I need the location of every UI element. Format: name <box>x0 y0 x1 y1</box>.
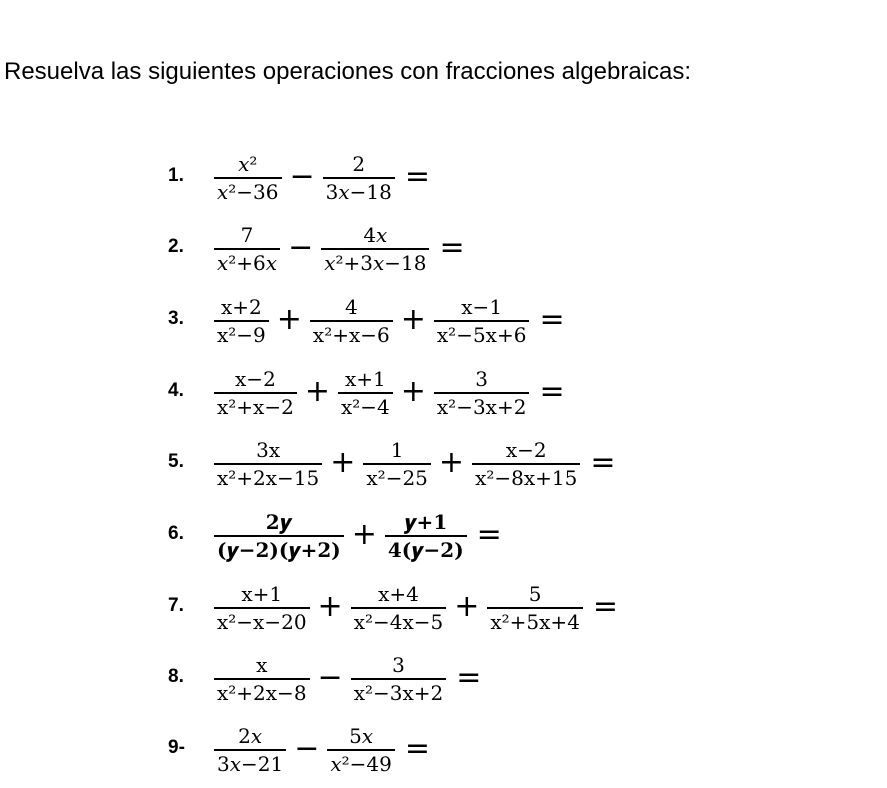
fraction <box>472 437 580 491</box>
plus-sign: + <box>317 589 343 624</box>
plus-sign: + <box>276 302 302 337</box>
minus-sign: − <box>317 660 343 695</box>
fraction <box>214 437 322 491</box>
plus-sign: + <box>438 445 465 480</box>
numerator: x+1 <box>344 367 386 391</box>
equals-sign: = <box>539 302 565 337</box>
problem-number: 6. <box>168 523 184 544</box>
numerator: 5 <box>528 582 542 606</box>
numerator: x+1 <box>241 582 283 606</box>
fraction <box>351 581 447 635</box>
problem-4 <box>0 358 887 428</box>
denominator: x²−3x+2 <box>436 395 527 419</box>
numerator: 2𝒚 <box>265 510 292 534</box>
denominator: x²−x−20 <box>217 610 307 634</box>
plus-sign: + <box>400 374 426 409</box>
fraction <box>214 581 310 635</box>
numerator: x <box>256 653 268 677</box>
numerator: x−2 <box>235 367 276 391</box>
denominator: x²−3x+2 <box>353 681 444 705</box>
expression <box>212 143 430 213</box>
plus-sign: + <box>304 374 330 409</box>
expression <box>212 358 565 428</box>
problem-number: 1. <box>168 165 184 186</box>
equals-sign: = <box>456 660 482 695</box>
equals-sign: = <box>590 445 616 480</box>
expression <box>212 573 618 643</box>
problem-number: 3. <box>168 308 184 329</box>
fraction <box>363 437 431 491</box>
equals-sign: = <box>539 374 565 409</box>
fraction <box>214 509 344 563</box>
denominator: (𝒚−2)(𝒚+2) <box>217 538 341 562</box>
expression <box>212 715 430 785</box>
equals-sign: = <box>592 589 619 624</box>
problem-1 <box>0 143 887 213</box>
numerator: 5𝑥 <box>349 724 374 748</box>
denominator: x²−4x−5 <box>353 610 444 634</box>
denominator: x²+x−6 <box>312 323 390 347</box>
fraction <box>338 366 393 420</box>
numerator: x+2 <box>221 295 262 319</box>
problem-number: 2. <box>168 236 184 257</box>
fraction <box>214 652 310 706</box>
numerator: 𝒚+1 <box>404 510 448 534</box>
plus-sign: + <box>454 589 480 624</box>
problem-number: 9- <box>168 737 185 758</box>
expression <box>212 286 565 356</box>
problem-5 <box>0 429 887 499</box>
expression <box>212 429 615 499</box>
equals-sign: = <box>476 517 502 552</box>
denominator: 𝑥²+6𝑥 <box>217 251 278 275</box>
problem-number: 8. <box>168 666 184 687</box>
equals-sign: = <box>439 230 465 265</box>
fraction <box>214 294 269 348</box>
fraction <box>214 723 286 777</box>
denominator: x²+2x−8 <box>217 681 307 705</box>
fraction <box>385 509 467 563</box>
minus-sign: − <box>289 159 315 194</box>
expression <box>212 501 502 571</box>
denominator: 𝑥²−36 <box>217 180 279 204</box>
denominator: 4(𝒚−2) <box>387 538 464 562</box>
minus-sign: − <box>288 230 314 265</box>
denominator: 3𝑥−21 <box>217 752 284 776</box>
instruction-heading: Resuelva las siguientes operaciones con fracciones algebraicas: <box>4 58 692 85</box>
problem-9 <box>0 715 887 785</box>
problem-2 <box>0 214 887 284</box>
numerator: 1 <box>390 438 404 462</box>
equals-sign: = <box>404 159 431 194</box>
numerator: 3 <box>392 653 405 677</box>
denominator: x²−4 <box>340 395 390 419</box>
numerator: 2𝑥 <box>238 724 263 748</box>
problem-6 <box>0 501 887 571</box>
denominator: x²−8x+15 <box>475 466 578 490</box>
numerator: 4𝑥 <box>363 223 388 247</box>
problem-8 <box>0 644 887 714</box>
fraction <box>434 366 530 420</box>
numerator: 3 <box>475 367 489 391</box>
fraction <box>321 222 429 276</box>
plus-sign: + <box>400 302 426 337</box>
numerator: x+4 <box>378 582 419 606</box>
denominator: x²−25 <box>366 466 428 490</box>
numerator: 𝑥² <box>238 152 258 176</box>
problem-number: 4. <box>168 380 184 401</box>
problem-7 <box>0 573 887 643</box>
fraction <box>487 581 583 635</box>
fraction <box>351 652 447 706</box>
expression <box>212 644 481 714</box>
fraction <box>214 151 282 205</box>
fraction <box>327 723 395 777</box>
numerator: 7 <box>240 223 254 247</box>
denominator: 𝑥²−49 <box>330 752 392 776</box>
fraction <box>323 151 395 205</box>
denominator: x²+x−2 <box>217 395 294 419</box>
expression <box>212 214 465 284</box>
problem-number: 5. <box>168 451 184 472</box>
problem-3 <box>0 286 887 356</box>
numerator: 4 <box>344 295 358 319</box>
fraction <box>214 222 280 276</box>
denominator: x²+5x+4 <box>490 610 580 634</box>
numerator: 3x <box>256 438 281 462</box>
numerator: x−2 <box>505 438 547 462</box>
denominator: x²−9 <box>217 323 266 347</box>
minus-sign: − <box>294 731 320 766</box>
problem-number: 7. <box>168 595 184 616</box>
numerator: 2 <box>352 152 366 176</box>
numerator: x−1 <box>461 295 503 319</box>
plus-sign: + <box>330 445 356 480</box>
denominator: x²+2x−15 <box>217 466 320 490</box>
fraction <box>214 366 297 420</box>
plus-sign: + <box>351 517 377 552</box>
denominator: 3𝑥−18 <box>325 180 392 204</box>
equals-sign: = <box>404 731 431 766</box>
denominator: x²−5x+6 <box>436 323 527 347</box>
fraction <box>310 294 393 348</box>
denominator: 𝑥²+3𝑥−18 <box>324 251 427 275</box>
fraction <box>434 294 530 348</box>
